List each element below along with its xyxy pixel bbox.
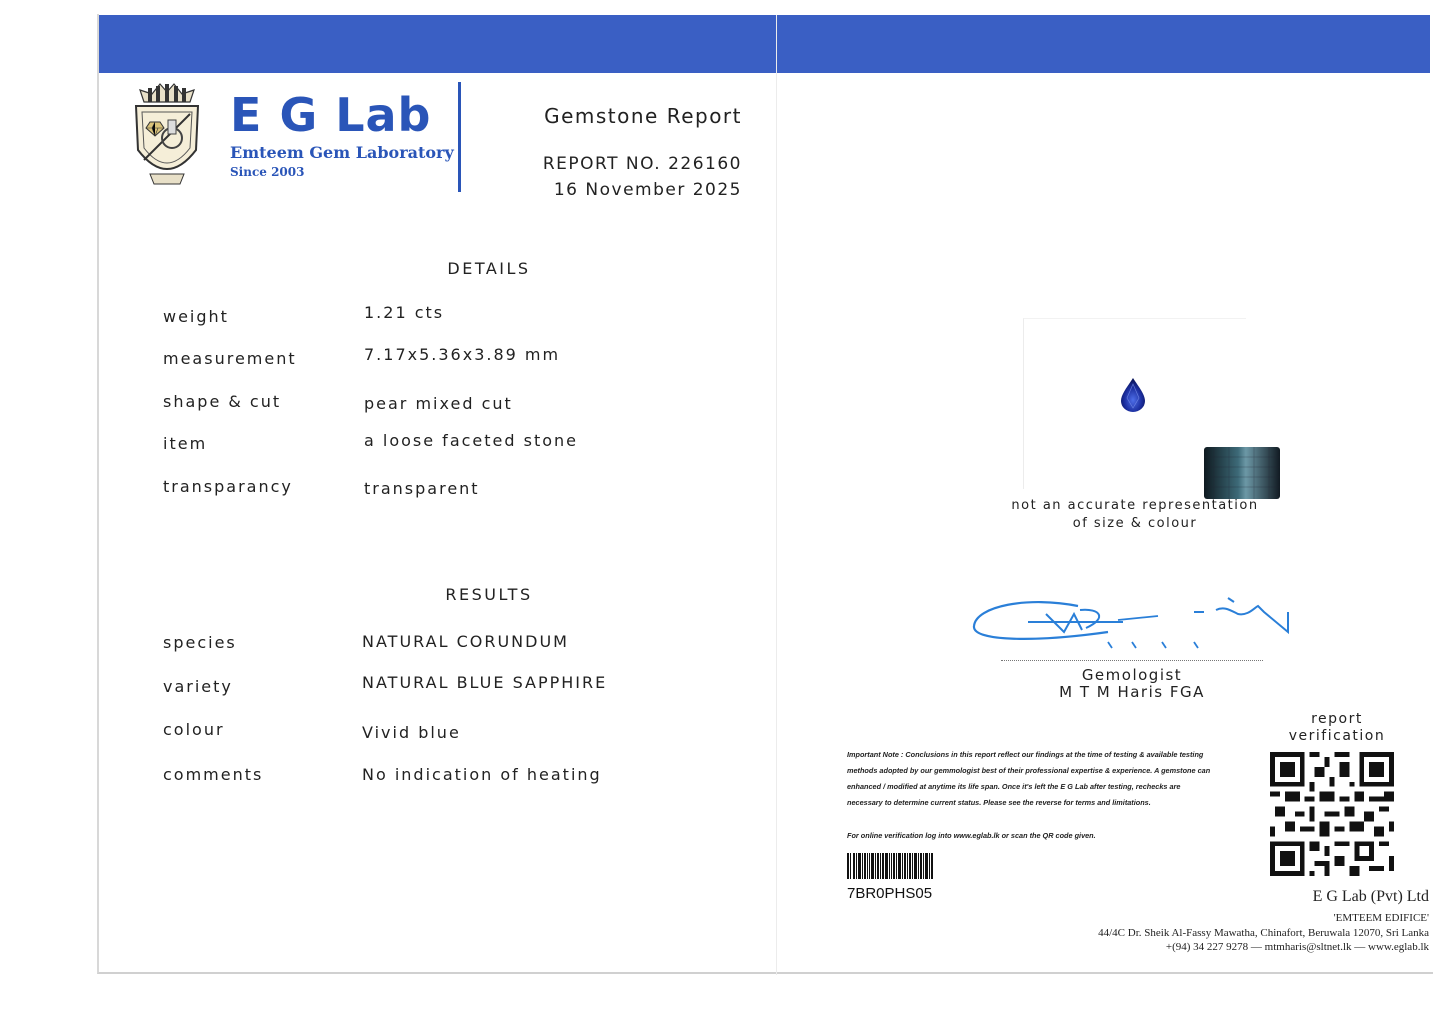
result-value: No indication of heating	[362, 765, 602, 784]
verification-label-line2: verification	[1288, 728, 1386, 744]
detail-label: shape & cut	[163, 392, 282, 411]
company-name: E G Lab (Pvt) Ltd	[1312, 888, 1429, 905]
detail-value: pear mixed cut	[364, 394, 513, 413]
report-title: Gemstone Report	[544, 104, 742, 128]
company-building: 'EMTEEM EDIFICE'	[1333, 912, 1429, 924]
important-note: Important Note : Conclusions in this report reflect our findings at the time of testing & available testing methods adopted by our gemmologist best of their professional expertise & experience. A gemstone can enhanced / modified at anytime its life span. Once it's left the E G Lab after testing, rechecks are necessary to determine current status. Please see the reverse for terms and limitations.	[847, 750, 1211, 807]
detail-value: 7.17x5.36x3.89 mm	[364, 345, 561, 364]
company-contact: +(94) 34 227 9278 — mtmharis@sltnet.lk — www.eglab.lk	[1165, 941, 1429, 953]
signature-line	[1001, 660, 1263, 661]
detail-label: weight	[163, 307, 229, 326]
barcode-text: 7BR0PHS05	[847, 885, 933, 902]
result-value: NATURAL CORUNDUM	[362, 632, 569, 651]
results-heading: RESULTS	[445, 585, 533, 604]
detail-label: transparancy	[163, 477, 293, 496]
result-value: Vivid blue	[362, 723, 461, 742]
gemologist-title: Gemologist	[1081, 666, 1183, 684]
header-divider	[458, 82, 461, 192]
result-label: colour	[163, 720, 225, 739]
qr-code-icon[interactable]	[1270, 752, 1394, 876]
online-verification-note: For online verification log into www.eglab.lk or scan the QR code given.	[847, 831, 1096, 840]
result-label: variety	[163, 677, 233, 696]
hologram-seal-icon	[1204, 447, 1280, 499]
company-street: 44/4C Dr. Sheik Al-Fassy Mawatha, Chinafort, Beruwala 12070, Sri Lanka	[1098, 927, 1429, 939]
result-label: comments	[163, 765, 264, 784]
image-caption-line2: of size & colour	[1072, 516, 1198, 531]
fold-line	[776, 15, 777, 975]
image-caption-line1: not an accurate representation	[1011, 498, 1259, 513]
details-heading: DETAILS	[447, 259, 531, 278]
verification-label-line1: report	[1311, 711, 1363, 727]
report-number: REPORT NO. 226160	[542, 154, 742, 174]
result-label: species	[163, 633, 237, 652]
detail-label: measurement	[163, 349, 297, 368]
report-date: 16 November 2025	[553, 180, 742, 200]
lab-crest-icon	[130, 80, 204, 192]
result-value: NATURAL BLUE SAPPHIRE	[362, 673, 608, 692]
detail-label: item	[163, 434, 208, 453]
brand-subtitle: Emteem Gem Laboratory	[230, 143, 454, 162]
detail-value: a loose faceted stone	[364, 431, 578, 450]
barcode-icon	[847, 853, 933, 879]
gemologist-signature	[968, 592, 1298, 662]
gemologist-name: M T M Haris FGA	[1059, 683, 1205, 701]
top-color-bar	[99, 15, 1430, 73]
detail-value: 1.21 cts	[364, 303, 445, 322]
brand-since: Since 2003	[230, 165, 305, 179]
detail-value: transparent	[364, 479, 480, 498]
brand-name: E G Lab	[230, 88, 432, 142]
pear-sapphire-icon	[1118, 376, 1148, 414]
